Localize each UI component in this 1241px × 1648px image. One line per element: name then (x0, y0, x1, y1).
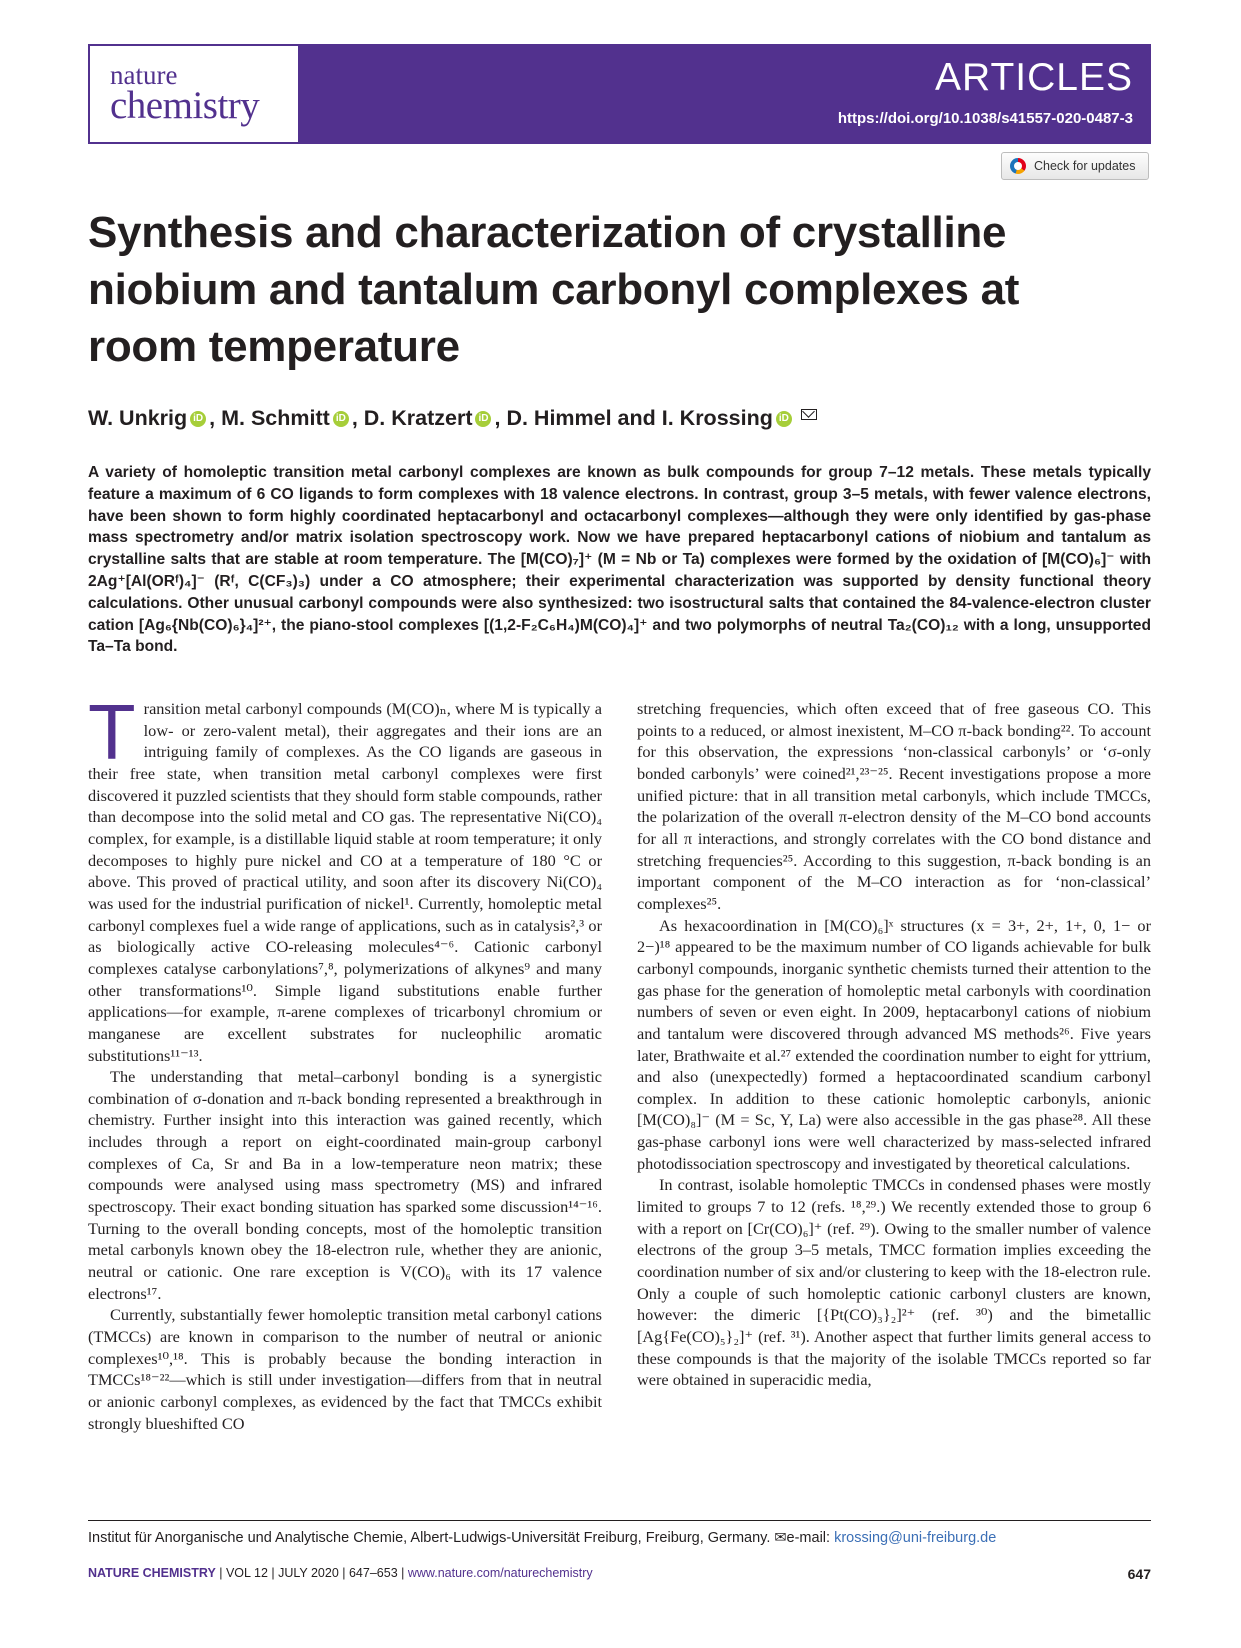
author-name[interactable]: M. Schmitt (221, 406, 330, 430)
section-label: ARTICLES (934, 56, 1133, 99)
abstract: A variety of homoleptic transition metal carbonyl complexes are known as bulk compounds for group 7–12 metals. These metals typically feature a maximum of 6 CO ligands to form complexes with 18 valence electrons. In contrast, group 3–5 metals, with fewer valence electrons, have been shown to form highly coordinated heptacarbonyl and octacarbonyl complexes—although they were only identified by gas-phase mass spectrometry and/or matrix isolation spectroscopy work. Now we have prepared heptacarbonyl cations of niobium and tantalum as crystalline salts that are stable at room temperature. The [M(CO)₇]⁺ (M = Nb or Ta) complexes were formed by the oxidation of [M(CO)₆]⁻ with 2Ag⁺[Al(ORᶠ)₄]⁻ (Rᶠ, C(CF₃)₃) under a CO atmosphere; their experimental characterization was supported by density functional theory calculations. Other unusual carbonyl compounds were also synthesized: two isostructural salts that contained the 84-valence-electron cluster cation [Ag₆{Nb(CO)₆}₄]²⁺, the piano-stool complexes [(1,2-F₂C₆H₄)M(CO)₄]⁺ and two polymorphs of neutral Ta₂(CO)₁₂ with a long, unsupported Ta–Ta bond. (88, 464, 1151, 656)
paragraph: stretching frequencies, which often exceed that of free gaseous CO. This points to a reduced, or almost inexistent, M–CO π-back bonding²². To account for this observation, the expressions ‘non-classical carbonyls’ or ‘σ-only bonded carbonyls’ were coined²¹,²³⁻²⁵. Recent investigations propose a more unified picture: that in all transition metal carbonyls, which include TMCCs, the polarization of the overall π-electron density of the M–CO bond accounts for all π interactions, and strongly correlates with the CO bond distance and stretching frequencies²⁵. According to this suggestion, π-back bonding is an important component of the M–CO interaction as for ‘non-classical’ complexes²⁵. (637, 699, 1151, 913)
email-link[interactable]: krossing@uni-freiburg.de (834, 1530, 997, 1546)
paragraph: The understanding that metal–carbonyl bonding is a synergistic combination of σ-donation and π-back bonding represented a breakthrough in chemistry. Further insight into this interaction was gained recently, which includes through a report on eight-coordinated main-group carbonyl complexes of Ca, Sr and Ba in a low-temperature neon matrix; these compounds were analysed using mass spectrometry (MS) and infrared spectroscopy. Their exact bonding situation has sparked some discussion¹⁴⁻¹⁶. Turning to the overall bonding concepts, most of the homoleptic transition metal carbonyls known obey the 18-electron rule, whether they are anionic, neutral or cationic. One rare exception is V(CO)₆ with its 17 valence electrons¹⁷. (88, 1067, 602, 1303)
paragraph: Currently, substantially fewer homoleptic transition metal carbonyl cations (TMCCs) are known in comparison to the number of neutral or anionic complexes¹⁰,¹⁸. This is probably because the bonding interaction in TMCCs¹⁸⁻²²—which is still under investigation—differs from that in neutral or anionic carbonyl complexes, as evidenced by the fact that TMCCs exhibit strongly blueshifted CO (88, 1305, 602, 1433)
crossmark-icon (1010, 158, 1026, 174)
email-icon[interactable] (801, 409, 817, 420)
check-for-updates-button[interactable] (1001, 152, 1149, 180)
logo-line-2: chemistry (110, 84, 260, 127)
affiliation (88, 1530, 996, 1546)
article-title: Synthesis and characterization of crystalline niobium and tantalum carbonyl complexes at room temperature (88, 208, 1020, 371)
orcid-icon[interactable]: iD (333, 411, 349, 427)
author-list: W. Unkrig iD , M. Schmitt iD , D. Kratzert iD , D. Himmel and I. Krossing iD (88, 406, 817, 431)
author-name[interactable]: D. Kratzert (363, 406, 473, 430)
orcid-icon[interactable]: iD (475, 411, 491, 427)
check-updates-label: Check for updates (1034, 159, 1136, 173)
body-column-right (637, 698, 1151, 1391)
footer-issue: | VOL 12 | JULY 2020 | 647–653 | (215, 1566, 408, 1580)
footnote-rule (88, 1520, 1151, 1521)
paragraph: As hexacoordination in [M(CO)₆]ˣ structures (x = 3+, 2+, 1+, 0, 1− or 2−)¹⁸ appeared to be the maximum number of CO ligands achievable for bulk carbonyl compounds, inorganic synthetic chemists turned their attention to the gas phase for the generation of homoleptic metal carbonyls with coordination numbers of seven or even eight. In 2009, heptacarbonyl cations of niobium and tantalum were discovered through advanced MS methods²⁶. Five years later, Brathwaite et al.²⁷ extended the coordination number to eight for yttrium, and also (unexpectedly) formed a heptacoordinated scandium carbonyl complex. In addition to these cationic homoleptic carbonyls, anionic [M(CO)₈]⁻ (M = Sc, Y, La) were also accessible in the gas phase²⁸. All these gas-phase carbonyl ions were well characterized by mass-selected infrared photodissociation spectroscopy and investigated by theoretical calculations. (637, 915, 1151, 1173)
footer-journal: NATURE CHEMISTRY (88, 1566, 216, 1580)
footer-url[interactable]: www.nature.com/naturechemistry (407, 1566, 593, 1580)
page-footer (88, 1566, 1151, 1582)
logo-line-1: nature (110, 60, 178, 90)
paragraph: Transition metal carbonyl compounds (M(CO)ₙ, where M is typically a low- or zero-valent metal), their aggregates and their ions are an intriguing family of complexes. As the CO ligands are gaseous in their free state, when transition metal carbonyl complexes were first discovered it puzzled scientists that they should form stable compounds, rather than decompose into the solid metal and CO gas. The representative Ni(CO)₄ complex, for example, is a distillable liquid stable at room temperature; it only decomposes to highly pure nickel and CO at a temperature of 180 °C or above. This proved of practical utility, and soon after its discovery Ni(CO)₄ was used for the industrial purification of nickel¹. Currently, homoleptic metal carbonyl complexes fuel a wide range of applications, such as in catalysis²,³ or as biologically active CO-releasing molecules⁴⁻⁶. Cationic carbonyl complexes catalyse carbonylations⁷,⁸, polymerizations of alkynes⁹ and many other transformations¹⁰. Simple ligand substitutions enable further applications—for example, π-arene complexes of tricarbonyl chromium or manganese are excellent substrates for nucleophilic aromatic substitutions¹¹⁻¹³. (88, 688, 602, 1065)
journal-header (88, 44, 1151, 144)
journal-logo[interactable] (88, 44, 300, 144)
page-number: 647 (1127, 1566, 1151, 1582)
header-banner (300, 44, 1151, 144)
affiliation-text: Institut für Anorganische und Analytische Chemie, Albert-Ludwigs-Universität Freiburg, Freiburg, Germany. ✉e-mail: (88, 1530, 835, 1546)
author-name[interactable]: D. Himmel and I. Krossing (506, 406, 773, 430)
orcid-icon[interactable]: iD (190, 411, 206, 427)
body-column-left (88, 688, 602, 1434)
doi-link[interactable]: https://doi.org/10.1038/s41557-020-0487-3 (837, 110, 1133, 127)
paragraph: In contrast, isolable homoleptic TMCCs in condensed phases were mostly limited to groups 7 to 12 (refs. ¹⁸,²⁹.) We recently extended those to group 6 with a report on [Cr(CO)₆]⁺ (ref. ²⁹). Owing to the smaller number of valence electrons of the group 3–5 metals, TMCC formation implies exceeding the coordination number of six and/or clustering to keep with the 18-electron rule. Only a couple of such homoleptic cationic carbonyl clusters are known, however: the dimeric [{Pt(CO)₃}₂]²⁺ (ref. ³⁰) and the bimetallic [Ag{Fe(CO)₅}₂]⁺ (ref. ³¹). Another aspect that further limits general access to these compounds is that the majority of the isolable TMCCs reported so far were obtained in superacidic media, (637, 1175, 1151, 1390)
drop-cap: T (88, 688, 136, 776)
orcid-icon[interactable]: iD (776, 411, 792, 427)
author-name[interactable]: W. Unkrig (88, 406, 188, 430)
